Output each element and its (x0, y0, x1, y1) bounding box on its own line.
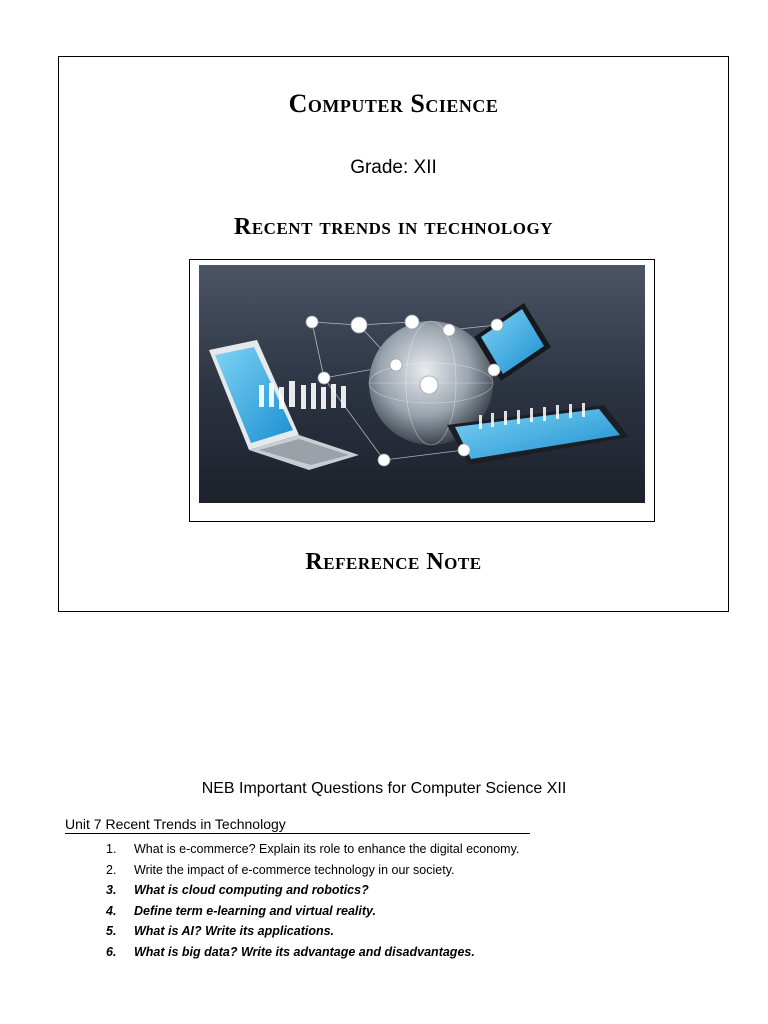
reference-note-label: Reference Note (305, 549, 482, 575)
question-item (106, 942, 519, 963)
document-title: Computer Science (288, 89, 499, 118)
illustration-frame (189, 259, 655, 522)
question-number: 4. (106, 903, 117, 918)
grade-label: Grade: XII (350, 157, 437, 178)
question-number: 6. (106, 944, 117, 959)
question-item (106, 860, 519, 881)
question-list (106, 839, 519, 962)
question-item (106, 921, 519, 942)
section-heading: NEB Important Questions for Computer Science XII (201, 780, 567, 797)
question-text: What is cloud computing and robotics? (134, 883, 369, 897)
unit-title: Unit 7 Recent Trends in Technology (65, 816, 530, 834)
question-number: 2. (106, 862, 117, 877)
question-item (106, 880, 519, 901)
question-item (106, 901, 519, 922)
question-text: Define term e-learning and virtual reality. (134, 903, 376, 918)
question-text: What is big data? Write its advantage and disadvantages. (134, 944, 475, 959)
question-item (106, 839, 519, 860)
document-subtitle: Recent trends in technology (234, 214, 553, 240)
question-number: 1. (106, 842, 117, 856)
technology-network-illustration-icon (199, 265, 645, 503)
cover-box (58, 56, 729, 612)
question-text: Write the impact of e-commerce technology in our society. (134, 862, 455, 877)
question-number: 3. (106, 883, 117, 897)
question-text: What is e-commerce? Explain its role to enhance the digital economy. (134, 842, 520, 856)
question-text: What is AI? Write its applications. (134, 924, 335, 938)
question-number: 5. (106, 924, 117, 938)
